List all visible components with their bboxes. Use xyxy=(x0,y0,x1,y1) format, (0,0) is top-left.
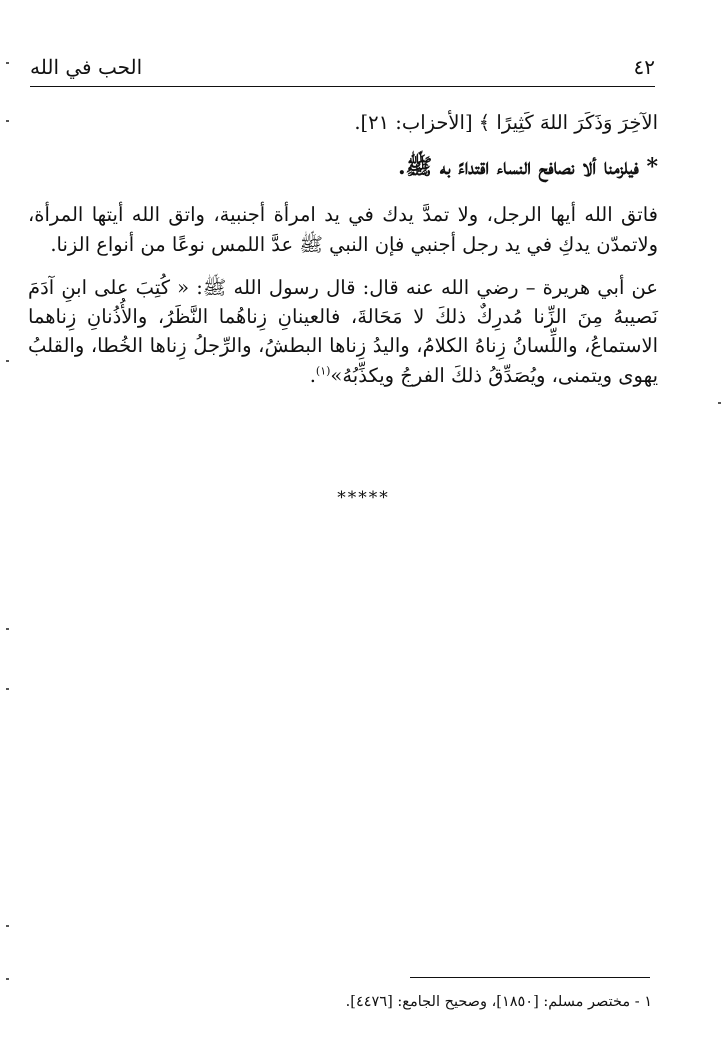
page-header xyxy=(30,52,655,82)
section-heading: * فيلزمنا ألا نصافح النساء اقتداءً به ﷺ. xyxy=(397,154,658,181)
running-title: الحب في الله xyxy=(30,55,143,79)
main-text xyxy=(28,108,658,400)
scan-edge-mark xyxy=(6,688,9,690)
footnote-divider xyxy=(410,977,650,978)
scan-edge-mark xyxy=(6,360,9,362)
paragraph-hadith xyxy=(28,273,658,390)
footnote: ١ - مختصر مسلم: [١٨٥٠]، وصحيح الجامع: [٤٤٧٦]. xyxy=(345,994,652,1010)
scan-edge-mark xyxy=(718,402,721,404)
section-separator: ***** xyxy=(337,488,390,508)
page-number: ٤٢ xyxy=(633,55,655,79)
hadith-end: . xyxy=(309,363,316,387)
header-divider xyxy=(30,86,655,87)
footnote-reference: (١) xyxy=(315,364,331,377)
scan-edge-mark xyxy=(6,120,9,122)
hadith-text: عن أبي هريرة – رضي الله عنه قال: قال رسول الله ﷺ: « كُتِبَ على ابنِ آدَمَ نَصيبهُ مِنَ الزِّنا مُدرِكٌ ذلكَ لا مَحَالةَ، فالعينانِ زِناهُما النَّظَرُ، والأُذُنانِ زِناهما الاستماعُ، واللِّسانُ زِناهُ الكلامُ، واليدُ زِناها البطشُ، والرِّجلُ زِناها الخُطا، والقلبُ يهوى ويتمنى، ويُصَدِّقُ ذلكَ الفرجُ ويكذِّبُهُ» xyxy=(28,275,658,387)
scan-edge-mark xyxy=(6,925,9,927)
verse-ending: الآخِرَ وَذَكَرَ اللهَ كَثِيرًا ﴾ [الأحزاب: ٢١]. xyxy=(354,111,658,134)
scan-edge-mark xyxy=(6,978,9,980)
paragraph-advice: فاتق الله أيها الرجل، ولا تمدَّ يدك في يد امرأة أجنبية، واتق الله أيتها المرأة، ولاتمدّن يدكِ في يد رجل أجنبي فإن النبي ﷺ عدَّ اللمس نوعًا من أنواع الزنا. xyxy=(28,203,658,256)
scan-edge-mark xyxy=(6,62,9,64)
scan-edge-mark xyxy=(6,628,9,630)
